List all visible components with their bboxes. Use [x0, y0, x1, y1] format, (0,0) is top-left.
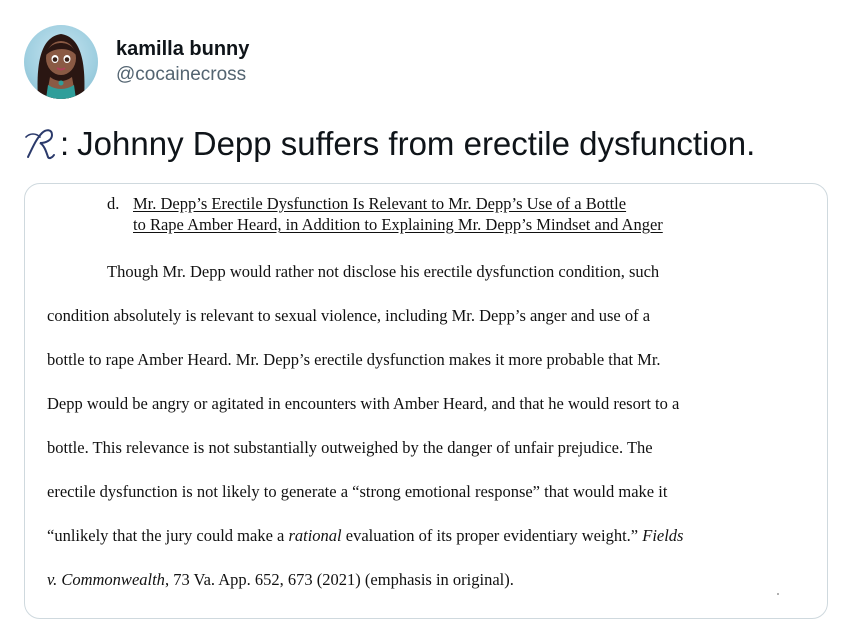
tweet-header: [24, 24, 249, 100]
heading-line-1: Mr. Depp’s Erectile Dysfunction Is Relevant to Mr. Depp’s Use of a Bottle: [133, 194, 627, 213]
paragraph-line: v. Commonwealth, 73 Va. App. 652, 673 (2021) (emphasis in original).: [47, 570, 514, 589]
avatar[interactable]: [24, 25, 98, 99]
paragraph-line: bottle. This relevance is not substantially outweighed by the danger of unfair prejudice. The: [47, 438, 653, 457]
scan-speck: [777, 593, 779, 595]
paragraph-line: condition absolutely is relevant to sexual violence, including Mr. Depp’s anger and use of a: [47, 306, 651, 325]
heading-marker: d.: [107, 194, 120, 213]
court-document-excerpt: [25, 184, 827, 618]
cartoon-avatar-icon: [24, 25, 98, 99]
display-name[interactable]: kamilla bunny: [116, 38, 250, 60]
paragraph-line: erectile dysfunction is not likely to generate a “strong emotional response” that would make it: [47, 482, 668, 501]
document-heading: [107, 194, 626, 214]
heading-line-2: to Rape Amber Heard, in Addition to Explaining Mr. Depp’s Mindset and Anger: [133, 215, 663, 234]
paragraph-line: bottle to rape Amber Heard. Mr. Depp’s erectile dysfunction makes it more probable that Mr.: [47, 350, 661, 369]
user-handle[interactable]: @cocainecross: [116, 64, 247, 85]
paragraph-line: “unlikely that the jury could make a rational evaluation of its proper evidentiary weight.” Fields: [47, 526, 684, 545]
paragraph-line: Though Mr. Depp would rather not disclose his erectile dysfunction condition, such: [107, 262, 660, 281]
attached-image[interactable]: [24, 183, 828, 619]
tweet-text: : Johnny Depp suffers from erectile dysfunction.: [22, 122, 832, 166]
paragraph-line: Depp would be angry or agitated in encounters with Amber Heard, and that he would resort to a: [47, 394, 680, 413]
tweet-body: Johnny Depp suffers from erectile dysfunction.: [77, 125, 756, 162]
script-r-glyph-icon: [22, 122, 58, 166]
